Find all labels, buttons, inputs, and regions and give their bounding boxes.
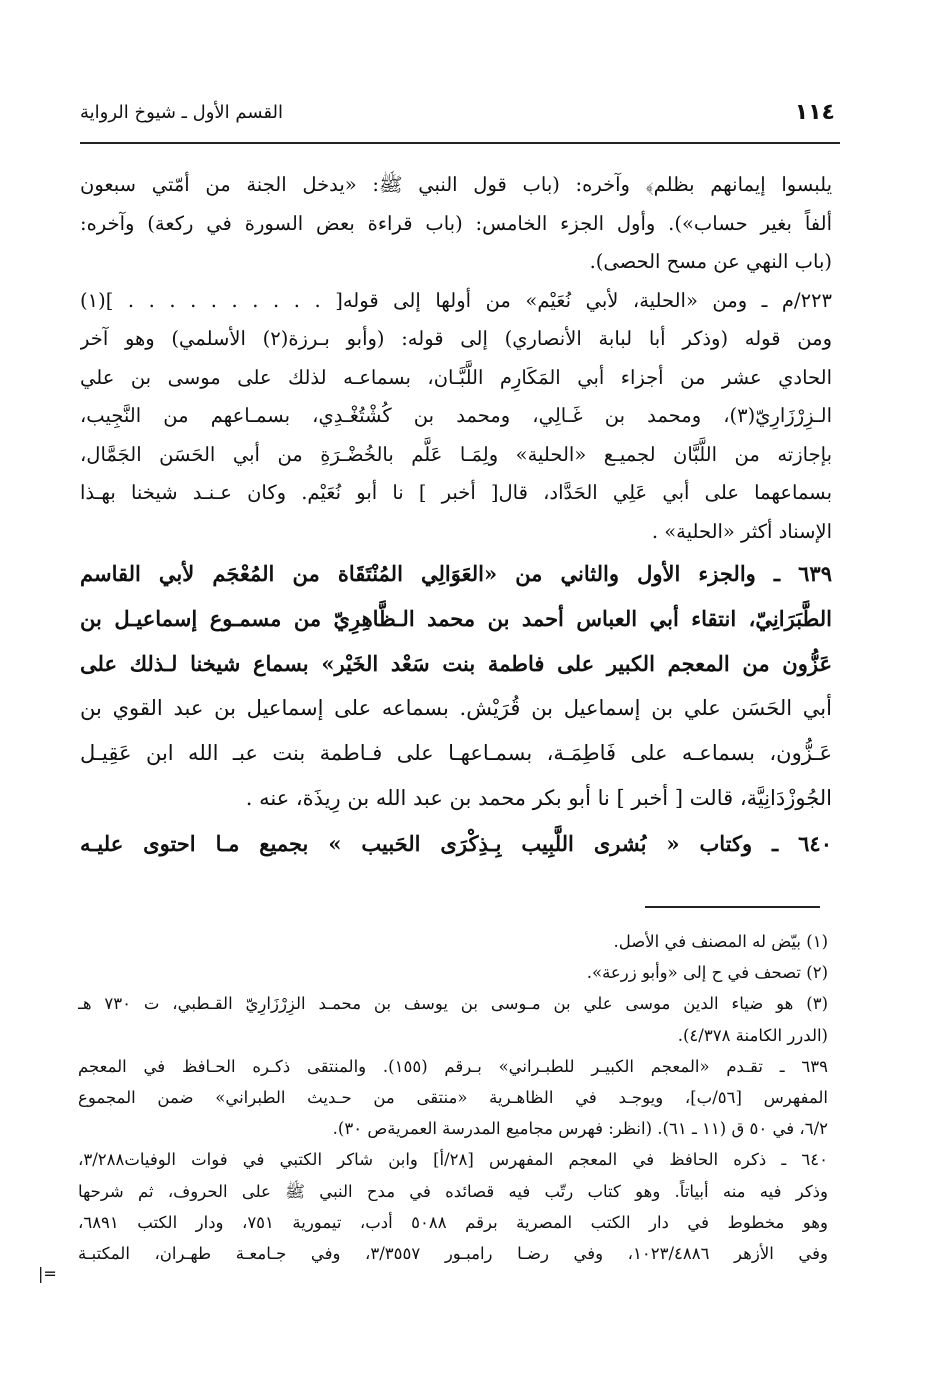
- entry-line: ٦٤٠ ـ وكتاب « بُشرى اللَّبِيب بِـذِكْرَى الحَبيب » بجميع مـا احتوى عليـه: [80, 831, 832, 856]
- footnote-line: وهو مخطوط في دار الكتب المصرية برقم ٥٠٨٨ أدب، تيمورية ٧٥١، ودار الكتب ٦٨٩١،: [78, 1212, 828, 1232]
- body-line: بإجازته من اللَّبَّان لجميـع «الحلية» ولِمَـا عَلَّم بالخُضْـرَةِ من أبي الحَسَن الجَمَّال،: [80, 442, 832, 466]
- body-line: الحادي عشر من أجزاء أبي المَكَارِم اللَّبَّـان، بسماعـه لذلك على موسى بن علي: [80, 365, 832, 389]
- footnote-line: ٦٣٩ ـ تقـدم «المعجم الكبيـر للطبـراني» بـرقم (١٥٥). والمنتقى ذكـره الحـافظ في المعجم: [78, 1056, 828, 1076]
- main-text: [80, 166, 832, 866]
- page-header: [80, 98, 835, 138]
- header-rule: [80, 142, 840, 144]
- footnote-line: (٣) هو ضياء الدين موسى علي بن مـوسى بن يوسف بن محمـد الزِرْزَارِيّ القـطبي، ت ٧٣٠ هـ: [78, 994, 828, 1014]
- body-line: ٢٢٣/م ـ ومن «الحلية، لأبي نُعَيْم» من أولها إلى قوله[ . . . . . . . . . . ](١): [80, 288, 832, 312]
- body-line: الإسناد أكثر «الحلية» .: [651, 519, 832, 543]
- footnote-line: (الدرر الكامنة ٤/٣٧٨).: [677, 1025, 828, 1045]
- page-number: ١١٤: [794, 100, 835, 125]
- continuation-mark: =|: [38, 1264, 57, 1283]
- footnote-line: (١) بيّض له المصنف في الأصل.: [613, 932, 828, 951]
- footnote-line: (٢) تصحف في ح إلى «وأبو زرعة».: [586, 963, 828, 983]
- body-line: الـزِرْزَارِيّ(٣)، ومحمد بن غَـالِي، ومحمد بن كُشْتُغْـدِي، بسمـاعهم من النَّجِيب،: [80, 404, 832, 427]
- footnotes: [78, 926, 828, 1269]
- running-title: القسم الأول ـ شيوخ الرواية: [80, 102, 284, 123]
- entry-line: أبي الحَسَن علي بن إسماعيل بن قُرَيْش. بسماعه على إسماعيل بن عبد القوي بن: [80, 696, 832, 720]
- entry-line: عَزُّون من المعجم الكبير على فاطمة بنت سَعْد الخَيْر» بسماع شيخنا لـذلك على: [80, 651, 832, 676]
- footnote-rule: [645, 906, 820, 908]
- footnote-line: ٦/٢، في ٥٠ ق (١١ ـ ٦١). (انظر: فهرس مجاميع المدرسة العمريةص ٣٠).: [332, 1119, 828, 1139]
- footnote-line: ٦٤٠ ـ ذكره الحافظ في المعجم المفهرس [٢٨/أ] وابن شاكر الكتبي في فوات الوفيات٣/٢٨٨،: [78, 1150, 828, 1170]
- body-line: بسماعهما على أبي عَلِي الحَدَّاد، قال[ أخبر ] نا أبو نُعَيْم. وكان عـنـد شيخنا بهـذا: [80, 481, 832, 504]
- footnote-line: وفي الأزهر ١٠٢٣/٤٨٨٦، وفي رضـا رامبـور ٣/٣٥٥٧، وفي جـامعـة طهـران، المكتبـة: [78, 1243, 828, 1263]
- entry-line: عَـزُّون، بسماعـه على فَاطِمَـة، بسمـاعهـا على فـاطمة بنت عبـ الله ابن عَقِيـل: [80, 741, 832, 765]
- entry-line: الجُوزْدَانِيَّة، قالت [ أخبر ] نا أبو بكر محمد بن عبد الله بن رِيذَة، عنه .: [245, 786, 832, 810]
- entry-line: ٦٣٩ ـ والجزء الأول والثاني من «العَوَالِي المُنْتَقَاة من المُعْجَم لأبي القاسم: [80, 561, 832, 586]
- body-line: يلبسوا إيمانهم بظلم﴾ وآخره: (باب قول النبي ﷺ: «يدخل الجنة من أمّتي سبعون: [80, 173, 832, 196]
- body-line: (باب النهي عن مسح الحصى).: [589, 250, 832, 273]
- entry-line: الطَّبَرَانِيّ، انتقاء أبي العباس أحمد بن محمد الـظَّاهِرِيّ من مسمـوع إسماعيـل بن: [80, 606, 832, 631]
- footnote-line: المفهرس [٥٦/ب]، ويوجـد في الظاهـرية «منتقى من حـديث الطبراني» ضمن المجموع: [78, 1087, 828, 1107]
- body-line: ألفاً بغير حساب»). وأول الجزء الخامس: (باب قراءة بعض السورة في ركعة) وآخره:: [80, 211, 832, 235]
- body-line: ومن قوله (وذكر أبا لبابة الأنصاري) إلى قوله: (وأبو بـرزة(٢) الأسلمي) وهو آخر: [80, 327, 832, 350]
- footnote-line: وذكر فيه منه أبياتاً. وهو كتاب رتّب فيه قصائده في مدح النبي ﷺ على الحروف، ثم شرحها: [78, 1181, 828, 1201]
